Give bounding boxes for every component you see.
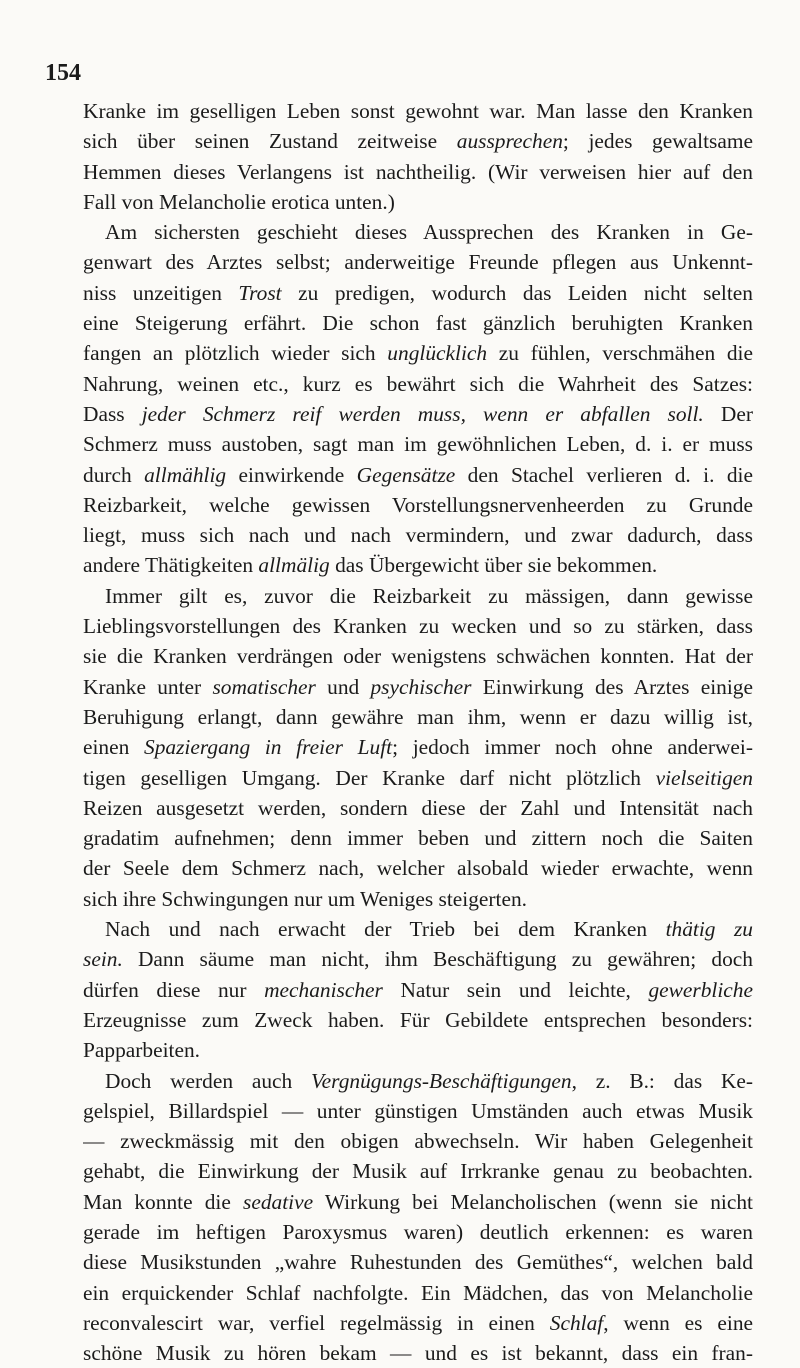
- text-line: [83, 793, 753, 823]
- text-line: [83, 1035, 753, 1065]
- body-text: [83, 96, 753, 1368]
- emphasized-text: gewerbliche: [648, 977, 753, 1002]
- text-segment: Am sichersten geschieht dieses Aussprechen des Kranken in Ge-: [105, 220, 753, 245]
- text-segment: Nahrung, weinen etc., kurz es bewährt sich die Wahrheit des Satzes:: [83, 371, 753, 396]
- emphasized-text: allmälig: [258, 553, 330, 578]
- text-segment: der Seele dem Schmerz nach, welcher alsobald wieder erwachte, wenn: [83, 856, 753, 881]
- text-segment: gradatim aufnehmen; denn immer beben und zittern noch die Saiten: [83, 826, 753, 851]
- text-segment: Beruhigung erlangt, dann gewähre man ihm, wenn er dazu willig ist,: [83, 704, 753, 729]
- text-segment: Wirkung bei Melancholischen (wenn sie nicht: [313, 1189, 753, 1214]
- emphasized-text: vielseitigen: [655, 765, 753, 790]
- text-segment: Lieblingsvorstellungen des Kranken zu wecken und so zu stärken, dass: [83, 614, 753, 639]
- text-segment: zu fühlen, verschmähen die: [487, 341, 753, 366]
- text-segment: sich ihre Schwingungen nur um Weniges steigerten.: [83, 886, 528, 911]
- text-segment: Kranke unter: [83, 674, 213, 699]
- text-segment: Doch werden auch: [105, 1068, 311, 1093]
- emphasized-text: psychischer: [370, 674, 472, 699]
- text-line: [83, 429, 753, 459]
- text-line: [83, 217, 753, 247]
- text-line: [83, 1096, 753, 1126]
- text-segment: genwart des Arztes selbst; anderweitige Freunde pflegen aus Unkennt-: [83, 250, 753, 275]
- text-segment: diese Musikstunden „wahre Ruhestunden des Gemüthes“, welchen bald: [83, 1250, 753, 1275]
- text-segment: Man konnte die: [83, 1189, 243, 1214]
- text-segment: Nach und nach erwacht der Trieb bei dem Kranken: [105, 917, 666, 942]
- text-segment: fangen an plötzlich wieder sich: [83, 341, 388, 366]
- text-segment: reconvalescirt war, verfiel regelmässig in einen: [83, 1310, 550, 1335]
- emphasized-text: mechanischer: [264, 977, 383, 1002]
- text-segment: liegt, muss sich nach und nach vermindern, und zwar dadurch, dass: [83, 523, 753, 548]
- text-line: [83, 1278, 753, 1308]
- text-segment: sie die Kranken verdrängen oder wenigstens schwächen konnten. Hat der: [83, 644, 753, 669]
- text-line: [83, 944, 753, 974]
- text-line: [83, 126, 753, 156]
- text-segment: , z. B.: das Ke-: [571, 1068, 753, 1093]
- emphasized-text: Trost: [238, 280, 282, 305]
- text-segment: Immer gilt es, zuvor die Reizbarkeit zu mässigen, dann gewisse: [105, 583, 753, 608]
- text-segment: Hemmen dieses Verlangens ist nachtheilig. (Wir verweisen hier auf den: [83, 159, 753, 184]
- emphasized-text: allmählig: [144, 462, 227, 487]
- text-segment: gerade im heftigen Paroxysmus waren) deutlich erkennen: es waren: [83, 1219, 753, 1244]
- text-line: [83, 1005, 753, 1035]
- text-line: [83, 853, 753, 883]
- text-segment: sich über seinen Zustand zeitweise: [83, 129, 457, 154]
- text-line: [83, 641, 753, 671]
- text-line: [83, 247, 753, 277]
- text-segment: das Übergewicht über sie bekommen.: [329, 553, 658, 578]
- emphasized-text: sein.: [83, 947, 123, 972]
- text-line: [83, 338, 753, 368]
- text-line: [83, 1217, 753, 1247]
- text-line: [83, 1308, 753, 1338]
- text-segment: Der: [703, 401, 753, 426]
- text-segment: Dass: [83, 401, 142, 426]
- text-segment: niss unzeitigen: [83, 280, 239, 305]
- text-segment: ein erquickender Schlaf nachfolgte. Ein Mädchen, das von Melancholie: [83, 1280, 753, 1305]
- text-line: [83, 96, 753, 126]
- text-line: [83, 187, 753, 217]
- emphasized-text: Gegensätze: [356, 462, 456, 487]
- text-line: [83, 1126, 753, 1156]
- text-line: [83, 975, 753, 1005]
- text-segment: eine Steigerung erfährt. Die schon fast gänzlich beruhigten Kranken: [83, 311, 753, 336]
- text-segment: Kranke im geselligen Leben sonst gewohnt war. Man lasse den Kranken: [83, 99, 753, 123]
- text-segment: und: [315, 674, 371, 699]
- text-segment: Papparbeiten.: [83, 1038, 201, 1063]
- text-line: [83, 1247, 753, 1277]
- text-line: [83, 581, 753, 611]
- text-segment: ; jedes gewaltsame: [562, 129, 753, 154]
- text-line: [83, 460, 753, 490]
- text-line: [83, 763, 753, 793]
- text-line: [83, 490, 753, 520]
- text-segment: tigen geselligen Umgang. Der Kranke darf nicht plötzlich: [83, 765, 656, 790]
- text-line: [83, 884, 753, 914]
- text-line: [83, 308, 753, 338]
- text-segment: , wenn es eine: [603, 1310, 753, 1335]
- text-segment: Reizen ausgesetzt werden, sondern diese der Zahl und Intensität nach: [83, 795, 753, 820]
- text-segment: Fall von Melancholie erotica unten.): [83, 189, 395, 214]
- text-segment: Natur sein und leichte,: [382, 977, 649, 1002]
- text-segment: einen: [83, 735, 145, 760]
- emphasized-text: unglücklich: [387, 341, 488, 366]
- emphasized-text: jeder Schmerz reif werden muss, wenn er abfallen soll.: [141, 401, 704, 426]
- text-line: [83, 1066, 753, 1096]
- text-segment: Schmerz muss austoben, sagt man im gewöhnlichen Leben, d. i. er muss: [83, 432, 753, 457]
- text-line: [83, 278, 753, 308]
- emphasized-text: aussprechen: [456, 129, 563, 154]
- text-line: [83, 1338, 753, 1368]
- text-segment: Einwirkung des Arztes einige: [471, 674, 753, 699]
- text-segment: zu predigen, wodurch das Leiden nicht selten: [281, 280, 753, 305]
- text-segment: — zweckmässig mit den obigen abwechseln. Wir haben Gelegenheit: [83, 1129, 753, 1154]
- text-segment: den Stachel verlieren d. i. die: [455, 462, 753, 487]
- emphasized-text: Vergnügungs-Beschäftigungen: [310, 1068, 572, 1093]
- text-segment: einwirkende: [226, 462, 357, 487]
- text-segment: Dann säume man nicht, ihm Beschäftigung zu gewähren; doch: [122, 947, 753, 972]
- text-line: [83, 914, 753, 944]
- text-segment: durch: [83, 462, 145, 487]
- text-line: [83, 369, 753, 399]
- text-line: [83, 1187, 753, 1217]
- text-segment: gehabt, die Einwirkung der Musik auf Irrkranke genau zu beobachten.: [83, 1159, 753, 1184]
- text-line: [83, 399, 753, 429]
- emphasized-text: Schlaf: [549, 1310, 604, 1335]
- page-number: 154: [45, 60, 81, 86]
- text-segment: dürfen diese nur: [83, 977, 265, 1002]
- text-segment: Reizbarkeit, welche gewissen Vorstellungsnervenheerden zu Grunde: [83, 492, 753, 517]
- emphasized-text: somatischer: [212, 674, 316, 699]
- text-line: [83, 672, 753, 702]
- text-segment: Erzeugnisse zum Zweck haben. Für Gebildete entsprechen besonders:: [83, 1007, 753, 1032]
- text-line: [83, 520, 753, 550]
- text-segment: ; jedoch immer noch ohne anderwei-: [392, 735, 753, 760]
- emphasized-text: thätig zu: [665, 917, 753, 942]
- text-segment: gelspiel, Billardspiel — unter günstigen Umständen auch etwas Musik: [83, 1098, 753, 1123]
- text-segment: schöne Musik zu hören bekam — und es ist bekannt, dass ein fran-: [83, 1341, 753, 1366]
- text-line: [83, 550, 753, 580]
- text-segment: andere Thätigkeiten: [83, 553, 259, 578]
- text-line: [83, 823, 753, 853]
- emphasized-text: Spaziergang in freier Luft: [144, 735, 393, 760]
- text-line: [83, 732, 753, 762]
- emphasized-text: sedative: [243, 1189, 314, 1214]
- text-line: [83, 1156, 753, 1186]
- text-line: [83, 611, 753, 641]
- text-line: [83, 702, 753, 732]
- text-line: [83, 157, 753, 187]
